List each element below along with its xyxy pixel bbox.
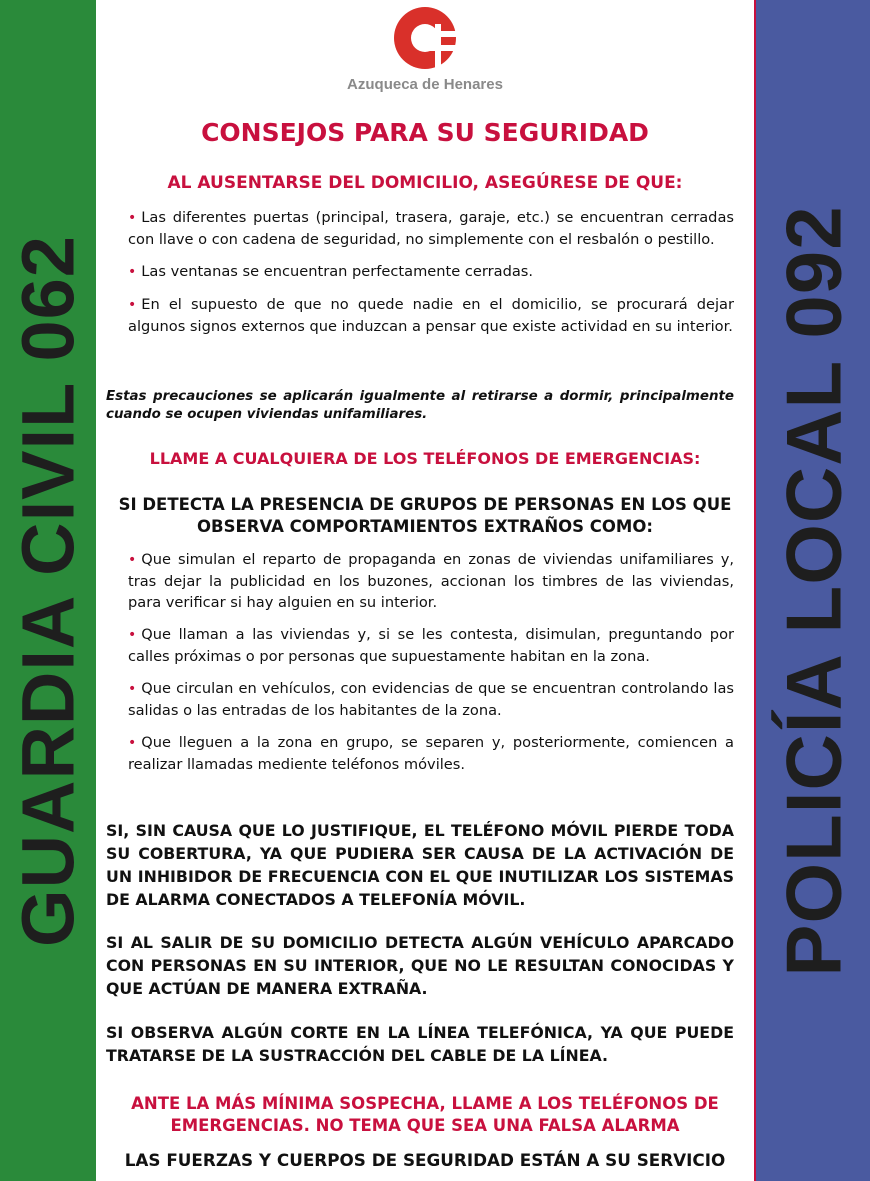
section2-list [128, 549, 734, 786]
section2-heading: LLAME A CUALQUIERA DE LOS TELÉFONOS DE EMERGENCIAS: [149, 449, 701, 468]
bullet-icon: • [128, 681, 137, 697]
list-item: • Que llaman a las viviendas y, si se les contesta, disimulan, preguntando por calles próximas o por personas que supuestamente habitan en la zona. [128, 626, 734, 665]
list-item: • En el supuesto de que no quede nadie en el domicilio, se procurará dejar algunos signos externos que induzcan a pensar que existe actividad en su interior. [128, 296, 734, 335]
list-item: • Que simulan el reparto de propaganda en zonas de viviendas unifamiliares y, tras dejar la publicidad en los buzones, accionan los timbres de las viviendas, para verificar si hay alguien en su interior. [128, 551, 734, 611]
bullet-icon: • [128, 627, 137, 643]
footer-statement: LAS FUERZAS Y CUERPOS DE SEGURIDAD ESTÁN A SU SERVICIO [124, 1150, 726, 1170]
page-title: CONSEJOS PARA SU SEGURIDAD [201, 118, 649, 147]
bullet-icon: • [128, 735, 137, 751]
bullet-icon: • [128, 552, 137, 568]
municipal-logo [96, 4, 754, 93]
section2-subheading: SI DETECTA LA PRESENCIA DE GRUPOS DE PERSONAS EN LOS QUE OBSERVA COMPORTAMIENTOS EXTRAÑOS COMO: [118, 495, 732, 536]
emergency-alert: ANTE LA MÁS MÍNIMA SOSPECHA, LLAME A LOS TELÉFONOS DE EMERGENCIAS. NO TEMA QUE SEA UNA FALSA ALARMA [131, 1094, 719, 1135]
bullet-icon: • [128, 297, 137, 313]
policia-local-label: POLICÍA LOCAL 092 [769, 204, 858, 977]
warning-parked-vehicle: SI AL SALIR DE SU DOMICILIO DETECTA ALGÚN VEHÍCULO APARCADO CON PERSONAS EN SU INTERIOR, QUE NO LE RESULTAN CONOCIDAS Y QUE ACTÚAN DE MANERA EXTRAÑA. [106, 933, 734, 998]
section1-list [128, 207, 734, 348]
list-item: • Que circulan en vehículos, con evidencias de que se encuentran controlando las salidas o las entradas de los habitantes de la zona. [128, 680, 734, 719]
guardia-civil-band [0, 0, 96, 1181]
bullet-icon: • [128, 210, 137, 226]
warning-mobile-coverage: SI, SIN CAUSA QUE LO JUSTIFIQUE, EL TELÉFONO MÓVIL PIERDE TODA SU COBERTURA, YA QUE PUDIERA SER CAUSA DE LA ACTIVACIÓN DE UN INHIBIDOR DE FRECUENCIA CON EL QUE INUTILIZAR LOS SISTEMAS DE ALARMA CONECTADOS A TELEFONÍA MÓVIL. [106, 821, 734, 909]
list-item: • Las ventanas se encuentran perfectamente cerradas. [128, 263, 534, 280]
list-item: • Que lleguen a la zona en grupo, se separen y, posteriormente, comiencen a realizar llamadas mediente teléfonos móviles. [128, 734, 734, 773]
policia-local-band [754, 0, 870, 1181]
guardia-civil-label: GUARDIA CIVIL 062 [6, 234, 90, 947]
logo-name: Azuqueca de Henares [347, 76, 503, 93]
azuqueca-logo-icon [385, 4, 465, 72]
precaution-note: Estas precauciones se aplicarán igualmente al retirarse a dormir, principalmente cuando se ocupen viviendas unifamiliares. [106, 389, 734, 422]
section1-heading: AL AUSENTARSE DEL DOMICILIO, ASEGÚRESE DE QUE: [167, 173, 683, 193]
warning-phone-line: SI OBSERVA ALGÚN CORTE EN LA LÍNEA TELEFÓNICA, YA QUE PUEDE TRATARSE DE LA SUSTRACCIÓN DEL CABLE DE LA LÍNEA. [106, 1023, 734, 1065]
main-content [96, 0, 754, 1181]
list-item: • Las diferentes puertas (principal, trasera, garaje, etc.) se encuentran cerradas con llave o con cadena de seguridad, no simplemente con el resbalón o pestillo. [128, 209, 734, 248]
bullet-icon: • [128, 264, 137, 280]
